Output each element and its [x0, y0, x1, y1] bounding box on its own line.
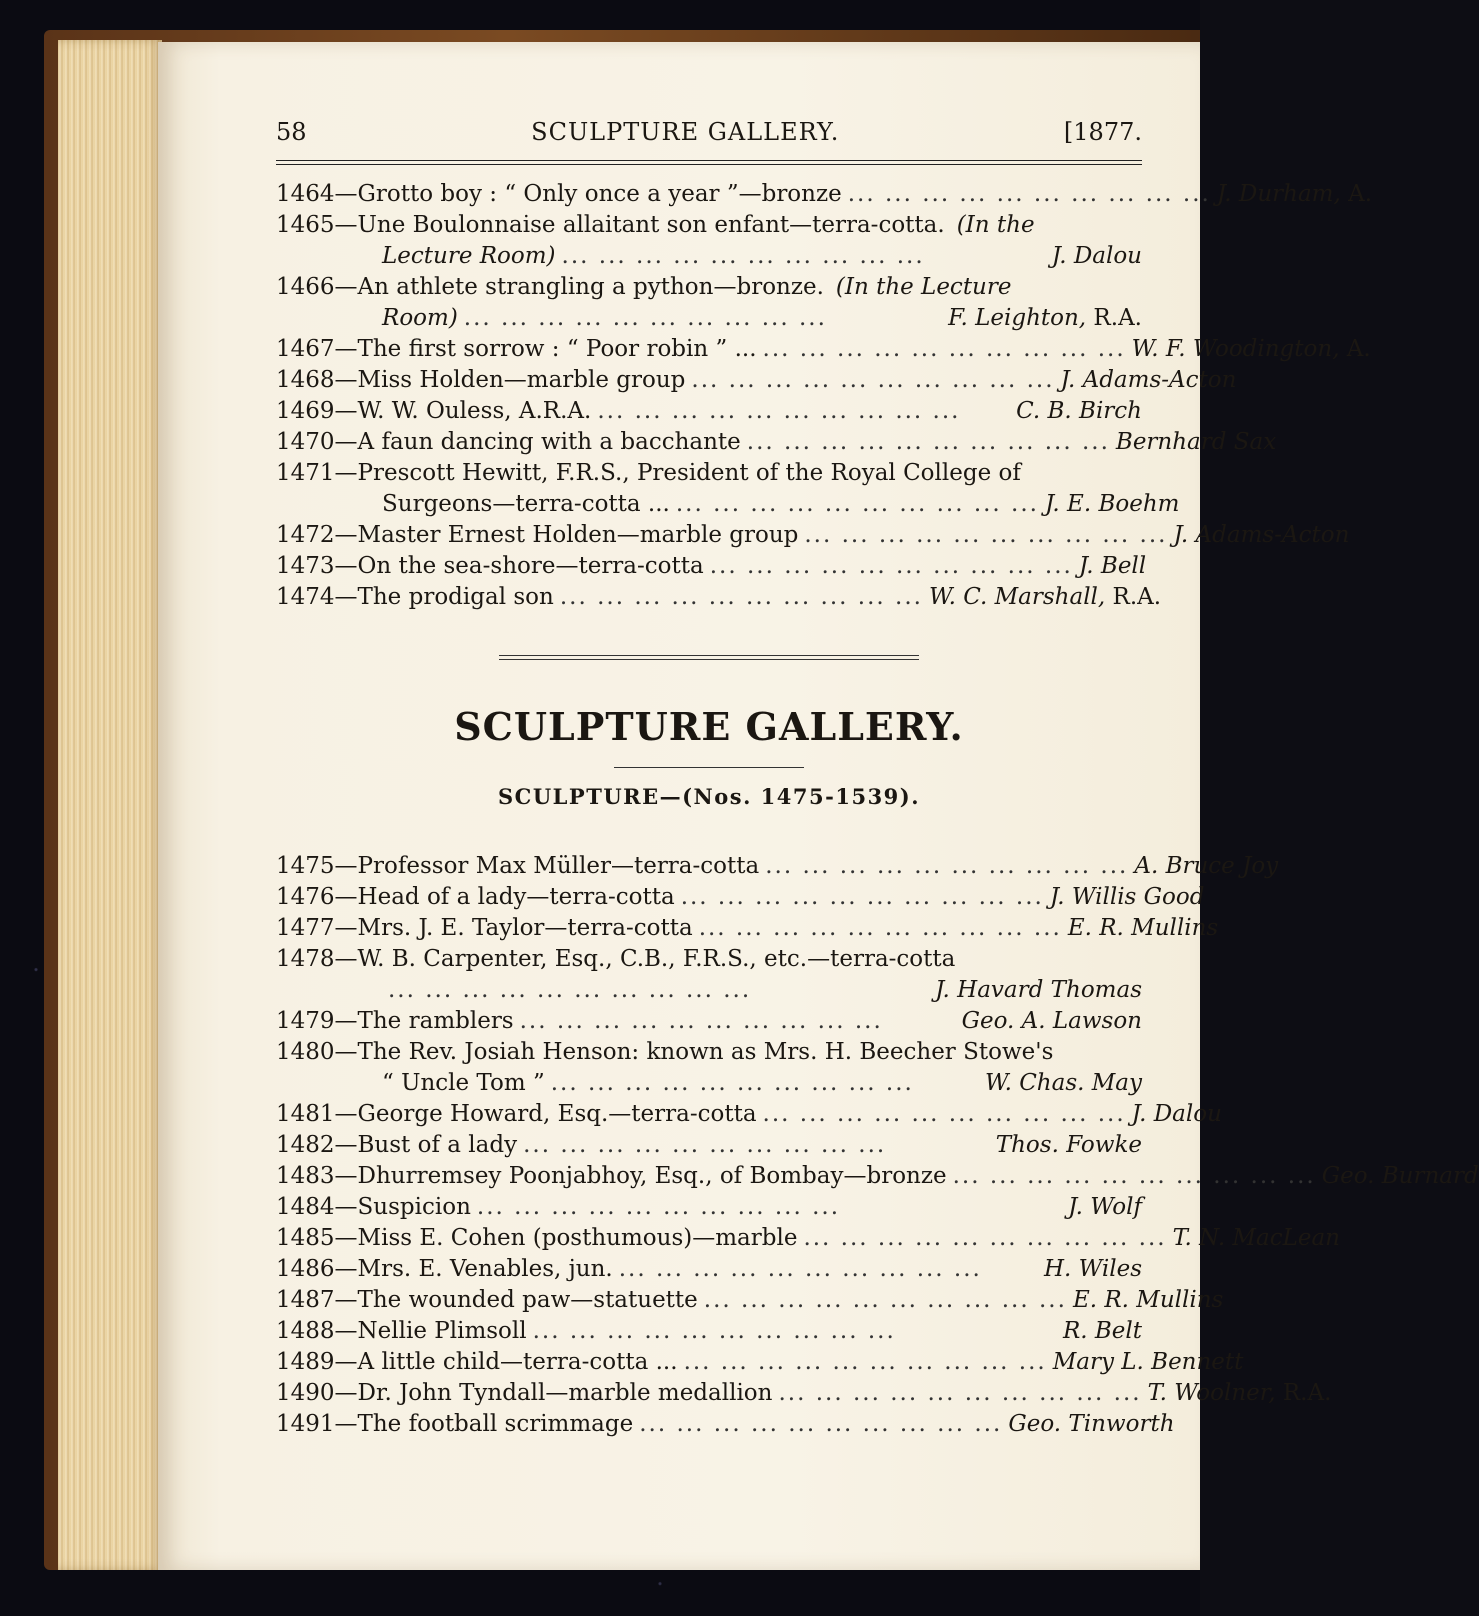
leader-dots: ... ... ... ... ... ... ... ... ... ... — [463, 305, 827, 331]
entry-title: 1477—Mrs. J. E. Taylor—terra-cotta — [276, 915, 693, 941]
entry-line — [276, 975, 1142, 1006]
entry-line — [276, 241, 1142, 272]
artist-name — [1173, 1223, 1340, 1254]
artist-name — [1132, 1099, 1222, 1130]
artist-name — [948, 303, 1142, 334]
artist-suffix: R.A. — [1086, 305, 1142, 331]
artist-name-text: H. Wiles — [1043, 1256, 1142, 1282]
entry-line — [276, 551, 1147, 582]
leader-dots: ... ... ... ... ... ... ... ... ... ... — [523, 1132, 887, 1158]
artist-name-text: E. R. Mullins — [1067, 915, 1219, 941]
leader-dots: ... ... ... ... ... ... ... ... ... ... — [804, 522, 1168, 548]
entry-title: 1472—Master Ernest Holden—marble group — [276, 522, 799, 548]
entry-title: 1480—The Rev. Josiah Henson: known as Mrs. H. Beecher Stowe's — [276, 1039, 1054, 1065]
leader-dots: ... ... ... ... ... ... ... ... ... ... — [618, 1256, 982, 1282]
leader-dots: ... ... ... ... ... ... ... ... ... ... — [691, 367, 1055, 393]
leader-dots: ... ... ... ... ... ... ... ... ... ... — [765, 853, 1129, 879]
artist-name-text: J. Willis Good — [1049, 884, 1205, 910]
catalogue-entry — [276, 551, 1147, 582]
entry-line — [276, 1316, 1142, 1347]
heading-rule — [614, 767, 804, 768]
running-title: SCULPTURE GALLERY. — [531, 118, 840, 146]
artist-name — [1079, 551, 1146, 582]
leader-dots: ... ... ... ... ... ... ... ... ... ... — [803, 1225, 1167, 1251]
artist-name-text: J. Dalou — [1131, 1101, 1222, 1127]
catalogue-entry — [276, 365, 1237, 396]
leader-dots: ... ... ... ... ... ... ... ... ... ... — [680, 884, 1044, 910]
entry-title: 1467—The first sorrow : “ Poor robin ” ... — [276, 336, 757, 362]
leader-dots: ... ... ... ... ... ... ... ... ... ... — [561, 243, 925, 269]
leader-dots — [1011, 272, 1142, 303]
entry-line — [276, 913, 1219, 944]
entry-line — [276, 334, 1371, 365]
artist-name — [996, 1130, 1142, 1161]
entry-line — [276, 944, 1142, 975]
leader-dots: ... ... ... ... ... ... ... ... ... ... — [675, 491, 1039, 517]
year-label: [1877. — [1063, 118, 1142, 146]
artist-name-text: Geo. Burnard — [1321, 1163, 1479, 1189]
entry-title: Surgeons—terra-cotta ... — [382, 491, 670, 517]
entry-line — [276, 1347, 1244, 1378]
artist-name — [1132, 334, 1371, 365]
artist-name — [1174, 520, 1350, 551]
entry-line — [276, 1254, 1142, 1285]
artist-name-text: J. Adams-Acton — [1173, 522, 1350, 548]
artist-name-text: E. R. Mullins — [1072, 1287, 1224, 1313]
entry-title: 1481—George Howard, Esq.—terra-cotta — [276, 1101, 757, 1127]
page-content — [276, 118, 1479, 1440]
entry-title: 1474—The prodigal son — [276, 584, 554, 610]
entry-line — [276, 365, 1237, 396]
entry-location-note: (In the Lecture — [835, 274, 1012, 300]
artist-name-text: F. Leighton, — [948, 305, 1087, 331]
leader-dots: ... ... ... ... ... ... ... ... ... ... — [559, 584, 923, 610]
entry-title: 1476—Head of a lady—terra-cotta — [276, 884, 675, 910]
entry-title: 1486—Mrs. E. Venables, jun. — [276, 1256, 613, 1282]
catalogue-entry — [276, 913, 1219, 944]
artist-name — [1068, 913, 1218, 944]
artist-name — [935, 975, 1142, 1006]
entry-title: 1465—Une Boulonnaise allaitant son enfant—terra-cotta. — [276, 212, 945, 238]
leader-dots: ... ... ... ... ... ... ... ... ... ... — [762, 336, 1126, 362]
artist-suffix: R.A. — [1105, 584, 1162, 610]
artist-name — [1134, 851, 1278, 882]
artist-suffix: R.A. — [1275, 1380, 1332, 1406]
artist-name-text: Geo. Tinworth — [1008, 1411, 1175, 1437]
artist-name-text: J. E. Boehm — [1045, 491, 1180, 517]
artist-name-text: R. Belt — [1062, 1318, 1142, 1344]
artist-name — [1073, 1285, 1223, 1316]
leader-dots — [1035, 210, 1142, 241]
catalogue-entry — [276, 1130, 1142, 1161]
entry-line — [276, 520, 1350, 551]
entry-title: 1470—A faun dancing with a bacchante — [276, 429, 741, 455]
leader-dots: ... ... ... ... ... ... ... ... ... ... — [683, 1349, 1047, 1375]
catalogue-entry — [276, 882, 1205, 913]
entry-line — [276, 179, 1373, 210]
catalogue-entry — [276, 944, 1142, 1006]
entry-title: Lecture Room) — [382, 243, 556, 269]
leader-dots: ... ... ... ... ... ... ... ... ... ... — [952, 1163, 1316, 1189]
leader-dots: ... ... ... ... ... ... ... ... ... ... — [698, 915, 1062, 941]
catalogue-entry — [276, 1285, 1224, 1316]
catalogue-entry — [276, 851, 1279, 882]
artist-name-text: C. B. Birch — [1016, 398, 1142, 424]
leader-dots: ... ... ... ... ... ... ... ... ... ... — [519, 1008, 883, 1034]
leader-dots: ... ... ... ... ... ... ... ... ... ... — [709, 553, 1073, 579]
artist-name — [1052, 241, 1142, 272]
catalogue-list-top — [276, 179, 1373, 613]
entry-line — [276, 396, 1142, 427]
entry-title: 1489—A little child—terra-cotta ... — [276, 1349, 678, 1375]
catalogue-entry — [276, 427, 1277, 458]
entry-title: 1478—W. B. Carpenter, Esq., C.B., F.R.S., etc.—terra-cotta — [276, 946, 956, 972]
catalogue-entry — [276, 272, 1142, 334]
leader-dots: ... ... ... ... ... ... ... ... ... ... — [476, 1194, 841, 1220]
artist-name-text: Thos. Fowke — [995, 1132, 1142, 1158]
entry-line — [276, 1161, 1479, 1192]
entry-line — [276, 1192, 1142, 1223]
entry-title: 1469—W. W. Ouless, A.R.A. — [276, 398, 592, 424]
catalogue-entry — [276, 1161, 1479, 1192]
entry-line — [276, 582, 1162, 613]
entry-title: 1473—On the sea-shore—terra-cotta — [276, 553, 704, 579]
catalogue-entry — [276, 1192, 1142, 1223]
leader-dots — [1021, 458, 1142, 489]
entry-title: 1484—Suspicion — [276, 1194, 471, 1220]
artist-name-text: J. Adams-Acton — [1060, 367, 1237, 393]
entry-title: 1483—Dhurremsey Poonjabhoy, Esq., of Bombay—bronze — [276, 1163, 947, 1189]
artist-name — [1217, 179, 1372, 210]
leader-dots: ... ... ... ... ... ... ... ... ... ... — [746, 429, 1110, 455]
artist-name-text: J. Havard Thomas — [935, 977, 1142, 1003]
artist-name — [1008, 1409, 1174, 1440]
entry-line — [276, 1223, 1340, 1254]
entry-title: 1490—Dr. John Tyndall—marble medallion — [276, 1380, 773, 1406]
artist-name — [1044, 1254, 1142, 1285]
header-rule — [276, 160, 1142, 165]
page-number: 58 — [276, 118, 307, 146]
catalogue-entry — [276, 1099, 1222, 1130]
artist-suffix: A. — [1339, 336, 1371, 362]
entry-line — [276, 1037, 1142, 1068]
artist-suffix: A. — [1340, 181, 1373, 207]
entry-line — [276, 489, 1180, 520]
catalogue-entry — [276, 396, 1142, 427]
catalogue-entry — [276, 582, 1162, 613]
section-divider — [499, 655, 919, 660]
artist-name-text: W. C. Marshall, — [928, 584, 1106, 610]
catalogue-entry — [276, 1223, 1340, 1254]
artist-name-text: A. Bruce Joy — [1134, 853, 1279, 879]
leader-dots: ... ... ... ... ... ... ... ... ... ... — [532, 1318, 896, 1344]
catalogue-entry — [276, 1006, 1142, 1037]
artist-name-text: W. F. Woodington, — [1131, 336, 1340, 362]
artist-name — [1068, 1192, 1142, 1223]
entry-title: 1488—Nellie Plimsoll — [276, 1318, 527, 1344]
artist-name — [1016, 396, 1142, 427]
leader-dots: ... ... ... ... ... ... ... ... ... ... — [550, 1070, 914, 1096]
catalogue-entry — [276, 1316, 1142, 1347]
artist-name — [1061, 365, 1237, 396]
entry-title: 1479—The ramblers — [276, 1008, 514, 1034]
entry-line — [276, 1130, 1142, 1161]
catalogue-entry — [276, 1254, 1142, 1285]
leader-dots: ... ... ... ... ... ... ... ... ... ... — [778, 1380, 1142, 1406]
entry-title: “ Uncle Tom ” — [382, 1070, 545, 1096]
artist-name — [1063, 1316, 1142, 1347]
entry-line — [276, 882, 1205, 913]
artist-name-text: Mary L. Bennett — [1052, 1349, 1244, 1375]
artist-name-text: T. Woolner, — [1147, 1380, 1276, 1406]
page-edges — [58, 40, 162, 1570]
entry-line — [276, 427, 1277, 458]
catalogue-entry — [276, 179, 1373, 210]
entry-title: 1482—Bust of a lady — [276, 1132, 518, 1158]
artist-name — [962, 1006, 1142, 1037]
catalogue-entry — [276, 334, 1371, 365]
catalogue-entry — [276, 1409, 1175, 1440]
artist-name — [1053, 1347, 1244, 1378]
artist-name — [1116, 427, 1276, 458]
entry-line — [276, 272, 1142, 303]
catalogue-entry — [276, 1347, 1244, 1378]
entry-title: 1485—Miss E. Cohen (posthumous)—marble — [276, 1225, 798, 1251]
leader-dots: ... ... ... ... ... ... ... ... ... ... — [762, 1101, 1126, 1127]
leader-dots — [1053, 1037, 1142, 1068]
entry-line — [276, 1378, 1332, 1409]
entry-title: 1468—Miss Holden—marble group — [276, 367, 686, 393]
artist-name — [1148, 1378, 1332, 1409]
entry-line — [276, 458, 1142, 489]
section-subheading: SCULPTURE—(Nos. 1475-1539). — [497, 784, 921, 809]
catalogue-entry — [276, 520, 1350, 551]
entry-line — [276, 1068, 1142, 1099]
entry-line — [276, 210, 1142, 241]
artist-name-text: J. Durham, — [1216, 181, 1341, 207]
artist-name-text: J. Dalou — [1051, 243, 1142, 269]
leader-dots — [955, 944, 1142, 975]
artist-name-text: W. Chas. May — [984, 1070, 1142, 1096]
entry-title: 1464—Grotto boy : “ Only once a year ”—bronze — [276, 181, 842, 207]
artist-name — [1050, 882, 1205, 913]
entry-line — [276, 1099, 1222, 1130]
artist-name-text: J. Bell — [1078, 553, 1147, 579]
running-head — [276, 118, 1142, 154]
artist-name — [1045, 489, 1179, 520]
catalogue-entry — [276, 210, 1142, 272]
entry-line — [276, 851, 1279, 882]
artist-name-text: Geo. A. Lawson — [961, 1008, 1142, 1034]
leader-dots: ... ... ... ... ... ... ... ... ... ... — [847, 181, 1211, 207]
gallery-heading: SCULPTURE GALLERY. — [454, 704, 964, 749]
artist-name-text: J. Wolf — [1068, 1194, 1142, 1220]
artist-name — [929, 582, 1161, 613]
entry-title: 1475—Professor Max Müller—terra-cotta — [276, 853, 760, 879]
leader-dots: ... ... ... ... ... ... ... ... ... ... — [639, 1411, 1003, 1437]
leader-dots: ... ... ... ... ... ... ... ... ... ... — [597, 398, 961, 424]
catalogue-entry — [276, 1378, 1332, 1409]
catalogue-entry — [276, 1037, 1142, 1099]
artist-name-text: T. N. MacLean — [1172, 1225, 1340, 1251]
entry-line — [276, 1409, 1175, 1440]
entry-location-note: (In the — [956, 212, 1035, 238]
leader-dots: ... ... ... ... ... ... ... ... ... ... — [703, 1287, 1067, 1313]
catalogue-entry — [276, 458, 1180, 520]
entry-line — [276, 303, 1142, 334]
entry-line — [276, 1285, 1224, 1316]
entry-line — [276, 1006, 1142, 1037]
entry-title: 1487—The wounded paw—statuette — [276, 1287, 698, 1313]
entry-title: 1471—Prescott Hewitt, F.R.S., President of the Royal College of — [276, 460, 1021, 486]
leader-dots: ... ... ... ... ... ... ... ... ... ... — [388, 977, 752, 1003]
artist-name-text: Bernhard Sax — [1115, 429, 1277, 455]
entry-title: Room) — [382, 305, 458, 331]
entry-title: 1491—The football scrimmage — [276, 1411, 634, 1437]
catalogue-list-bottom — [276, 851, 1479, 1440]
artist-name — [985, 1068, 1142, 1099]
artist-name — [1322, 1161, 1479, 1192]
entry-title: 1466—An athlete strangling a python—bronze. — [276, 274, 824, 300]
